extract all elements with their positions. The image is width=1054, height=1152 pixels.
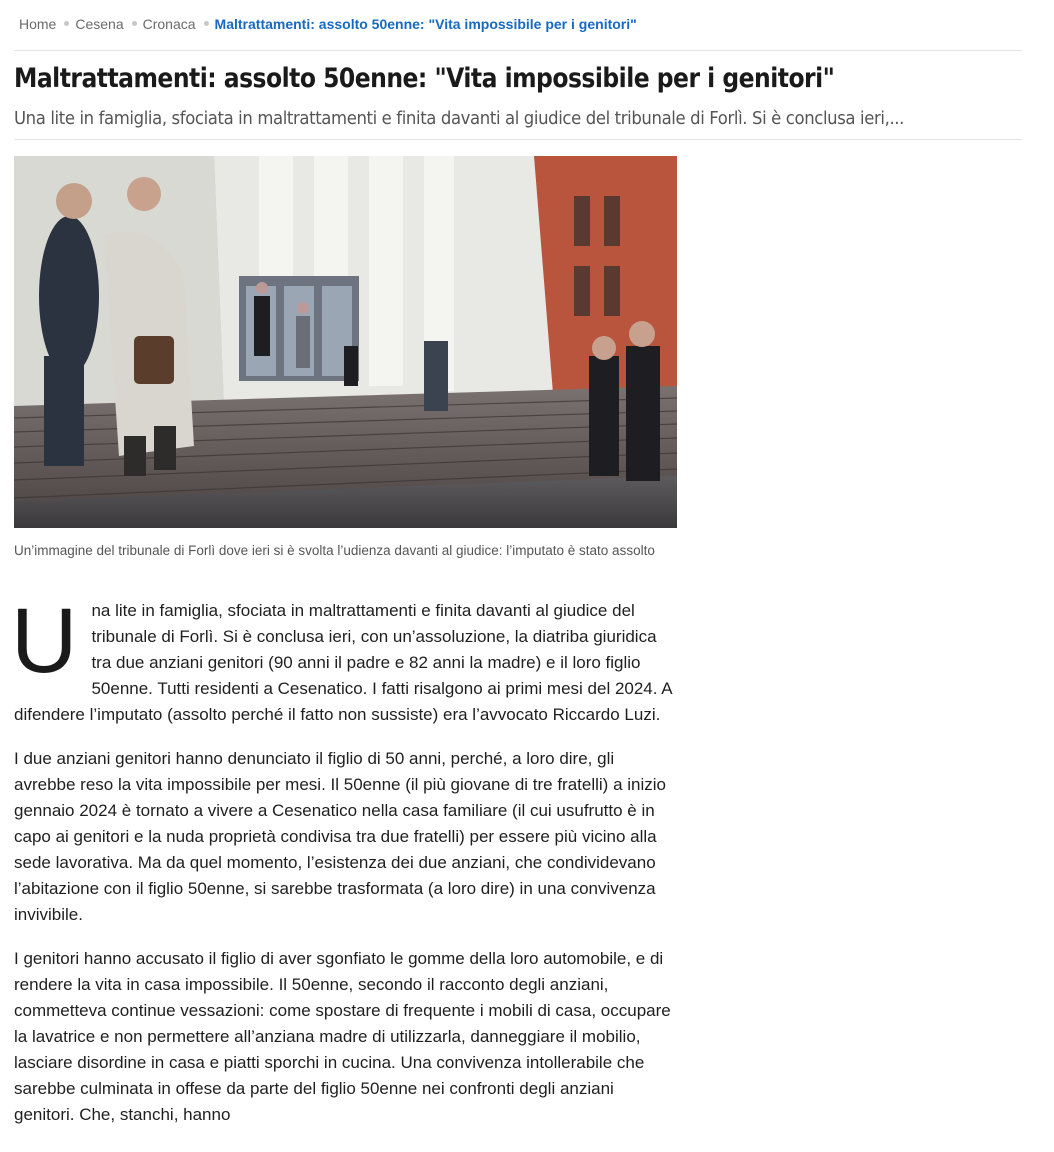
article-subtitle: Una lite in famiglia, sfociata in maltrattamenti e finita davanti al giudice del tribunale di Forlì. Si è conclusa ieri,... <box>14 109 905 129</box>
image-caption: Un’immagine del tribunale di Forlì dove ieri si è svolta l’udienza davanti al giudice: l’imputato è stato assolto <box>14 543 655 558</box>
courthouse-photo-illustration <box>14 156 677 528</box>
article-paragraph: I genitori hanno accusato il figlio di aver sgonfiato le gomme della loro automobile, e di rendere la vita in casa impossibile. Il 50enne, secondo il racconto degli anziani, commetteva continue vessazioni: come spostare di frequente i mobili di casa, occupare la lavatrice e non permettere all’anziana madre di utilizzarla, danneggiare il mobilio, lasciare disordine in casa e piatti sporchi in cucina. Una convivenza intollerabile che sarebbe culminata in offese da parte del figlio 50enne nei confronti degli anziani genitori. Che, stanchi, hanno <box>14 949 671 1124</box>
article-paragraph <box>11 590 676 728</box>
breadcrumb-current: Maltrattamenti: assolto 50enne: "Vita impossibile per i genitori" <box>214 16 637 32</box>
breadcrumb-home[interactable]: Home <box>19 16 57 32</box>
article-photo <box>14 156 677 528</box>
breadcrumb-separator <box>132 21 137 26</box>
article-body <box>11 590 676 1146</box>
drop-cap: U <box>11 590 78 692</box>
breadcrumb-separator <box>64 21 69 26</box>
header-divider <box>14 50 1022 51</box>
page-title: Maltrattamenti: assolto 50enne: "Vita impossibile per i genitori" <box>14 63 835 94</box>
article-paragraph: I due anziani genitori hanno denunciato il figlio di 50 anni, perché, a loro dire, gli avrebbe reso la vita impossibile per mesi. Il 50enne (il più giovane di tre fratelli) a inizio gennaio 2024 è tornato a vivere a Cesenatico nella casa familiare (il cui usufrutto è in capo ai genitori e la nuda proprietà condivisa tra due fratelli) per essere più vicino alla sede lavorativa. Ma da quel momento, l’esistenza dei due anziani, che condividevano l’abitazione con il figlio 50enne, si sarebbe trasformata (a loro dire) in una convivenza invivibile. <box>14 749 666 924</box>
breadcrumb <box>19 14 637 34</box>
breadcrumb-cronaca[interactable]: Cronaca <box>142 16 196 32</box>
breadcrumb-separator <box>204 21 209 26</box>
paragraph-text: na lite in famiglia, sfociata in maltrattamenti e finita davanti al giudice del tribunale di Forlì. Si è conclusa ieri, con un’assoluzione, la diatriba giuridica tra due anziani genitori (90 anni il padre e 82 anni la madre) e il loro figlio 50enne. Tutti residenti a Cesenatico. I fatti risalgono ai primi mesi del 2024. A difendere l’imputato (assolto perché il fatto non sussiste) era l’avvocato Riccardo Luzi. <box>14 601 672 724</box>
title-divider <box>14 139 1022 140</box>
breadcrumb-cesena[interactable]: Cesena <box>75 16 124 32</box>
